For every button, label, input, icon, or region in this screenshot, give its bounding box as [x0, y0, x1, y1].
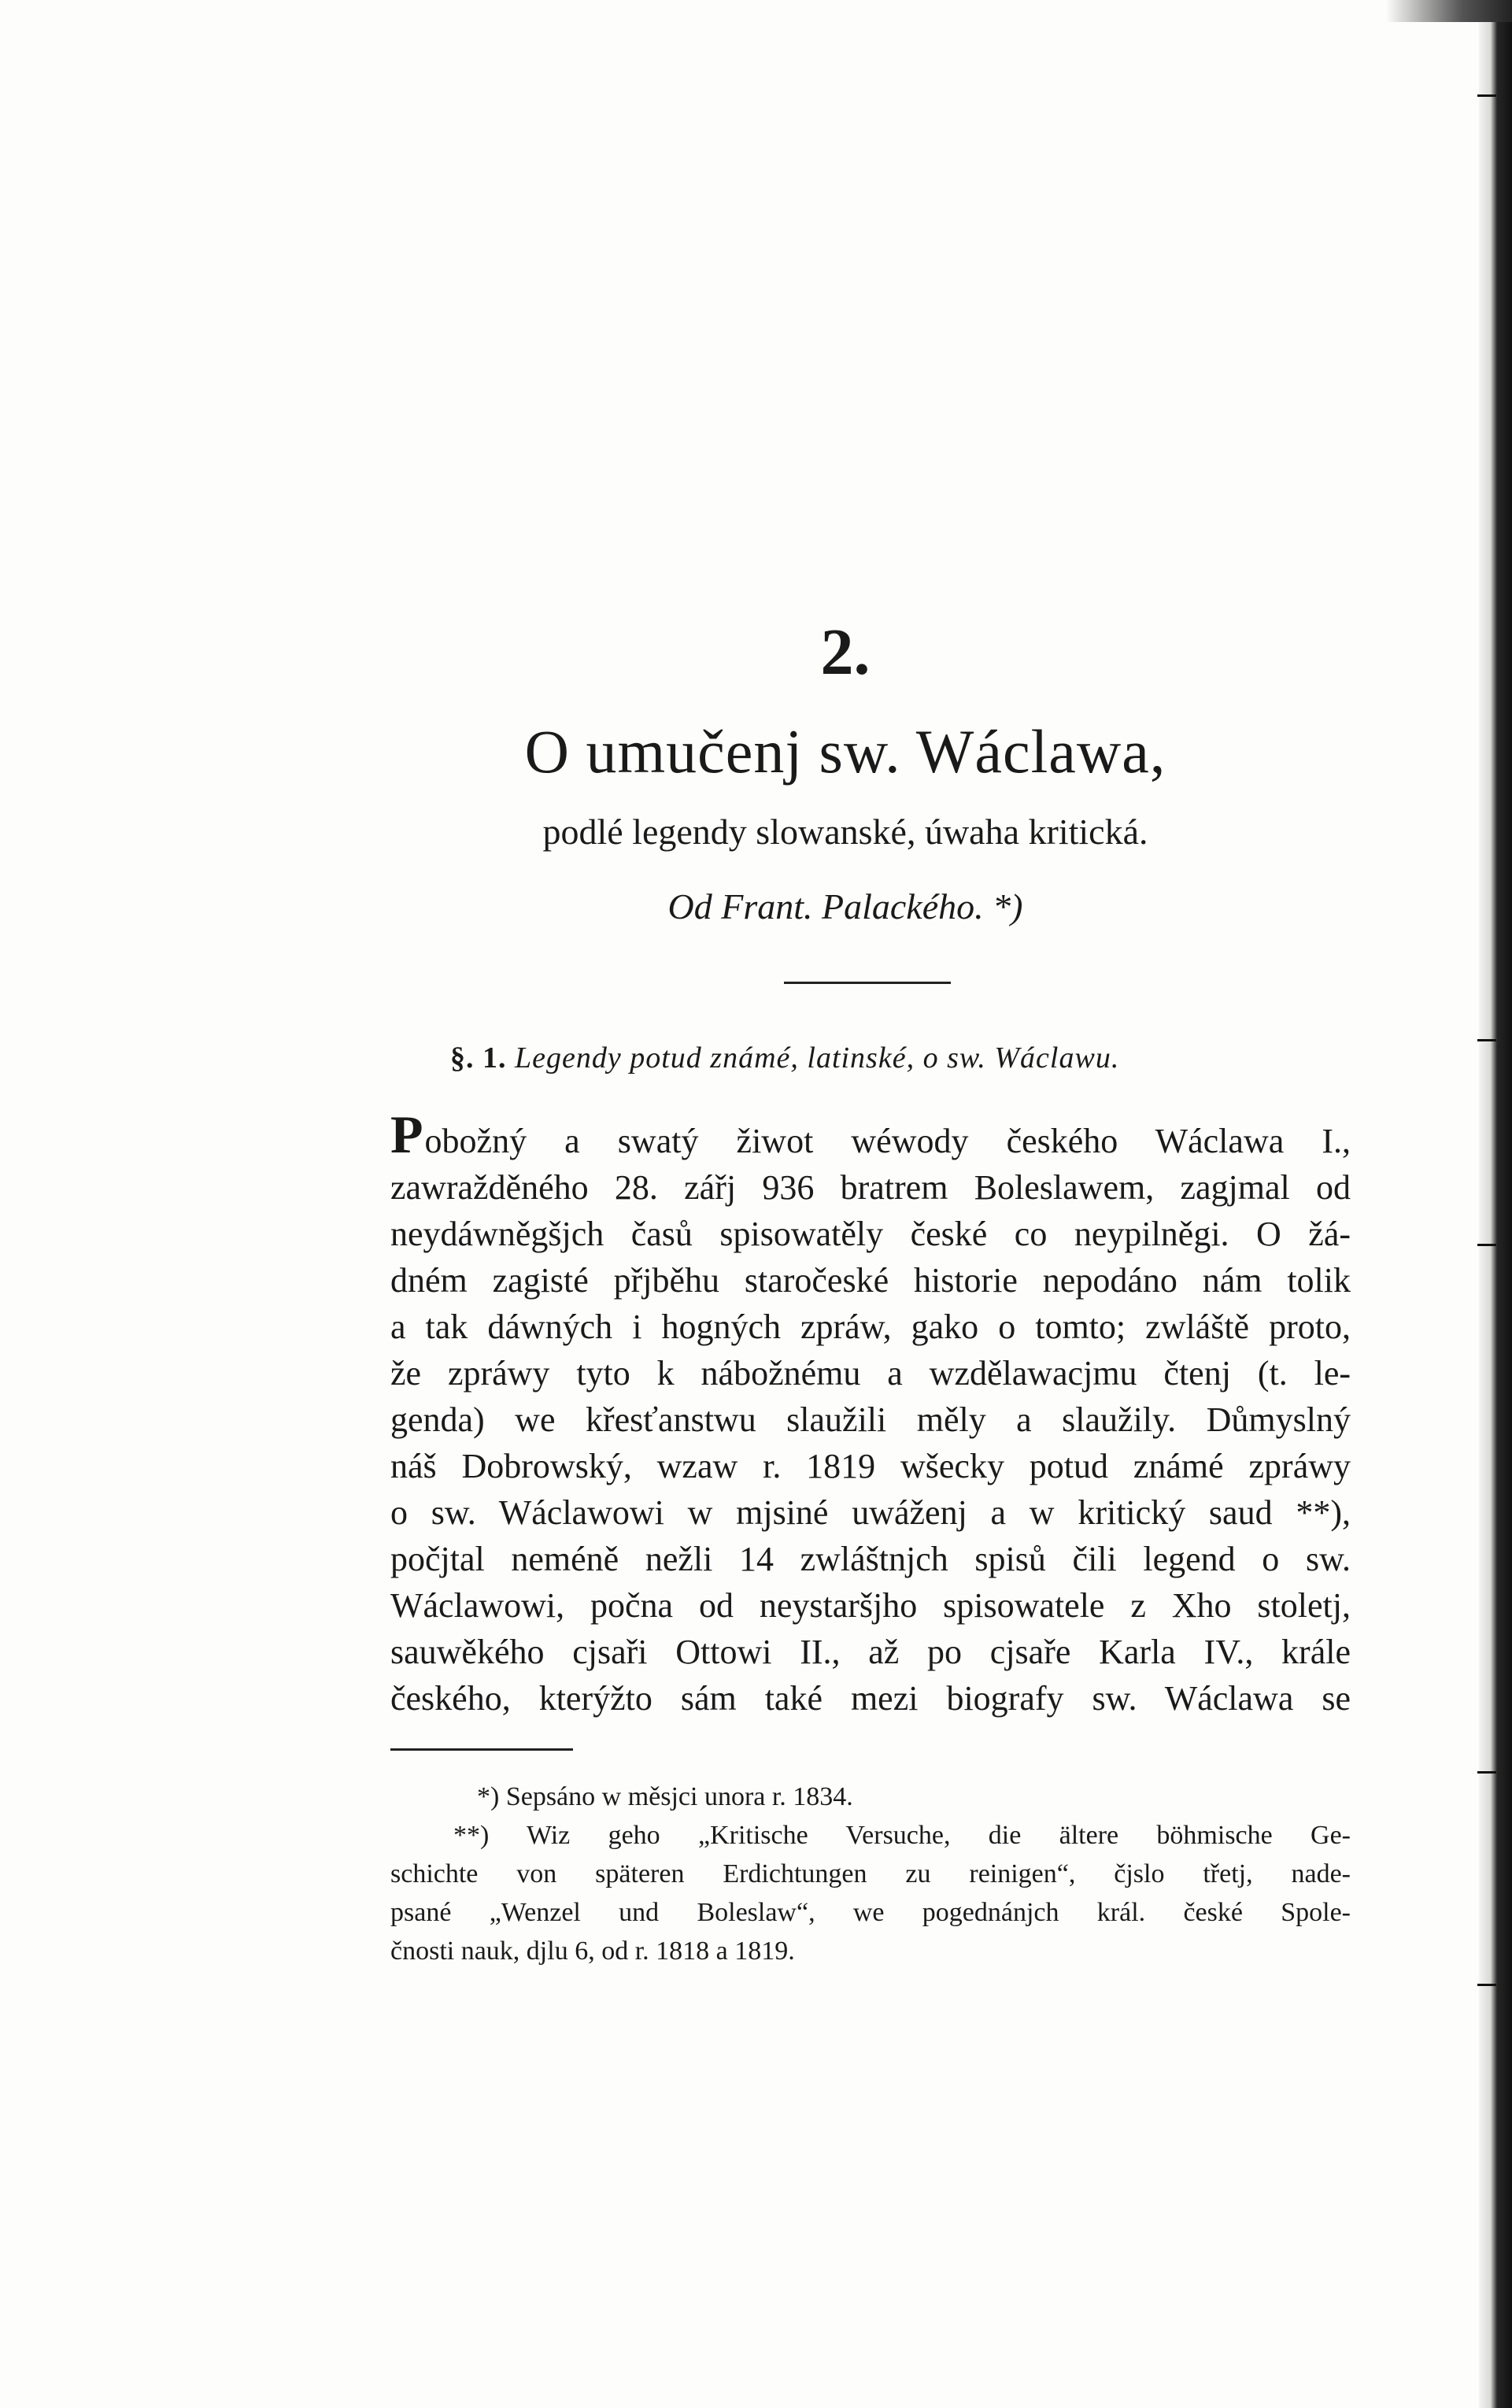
body-line: že zpráwy tyto k nábožnému a wzdělawacjmu čtenj (t. le- — [390, 1354, 1351, 1393]
edge-mark — [1477, 1244, 1496, 1246]
body-line: o sw. Wáclawowi w mjsiné uwáženj a w kritický saud **), — [390, 1493, 1351, 1532]
section-heading — [450, 1041, 1300, 1075]
body-paragraph — [390, 1104, 1351, 1722]
footnote-line: *) Sepsáno w měsjci unora r. 1834. — [477, 1782, 853, 1811]
body-line: Pobožný a swatý žiwot wéwody českého Wáclawa I., — [390, 1104, 1351, 1164]
body-line: dném zagisté přjběhu staročeské historie nepodáno nám tolik — [390, 1261, 1351, 1300]
drop-cap: P — [390, 1104, 425, 1164]
footnotes — [390, 1777, 1351, 1970]
footnote-line: psané „Wenzel und Boleslaw“, we pogednánjch král. české Spole- — [390, 1898, 1351, 1927]
footnote-line: **) Wiz geho „Kritische Versuche, die ältere böhmische Ge- — [453, 1821, 1351, 1850]
chapter-subtitle: podlé legendy slowanské, úwaha kritická. — [542, 812, 1148, 852]
chapter-title: O umučenj sw. Wáclawa, — [524, 717, 1166, 786]
body-line: počjtal neméně nežli 14 zwláštnjch spisů čili legend o sw. — [390, 1540, 1351, 1578]
edge-mark — [1477, 94, 1496, 97]
body-line: zawražděného 28. zářj 936 bratrem Boleslawem, zagjmal od — [390, 1168, 1351, 1207]
footnote-rule — [390, 1748, 573, 1751]
body-line: náš Dobrowský, wzaw r. 1819 wšecky potud známé zpráwy — [390, 1447, 1351, 1485]
footnote-line: schichte von späteren Erdichtungen zu reinigen“, čjslo třetj, nade- — [390, 1859, 1351, 1888]
body-line: Wáclawowi, počna od neystaršjho spisowatele z Xho stoletj, — [390, 1586, 1351, 1625]
body-line: neydáwněgšjch časů spisowatěly české co neypilněgi. O žá- — [390, 1215, 1351, 1253]
chapter-number: 2. — [820, 616, 871, 689]
chapter-author: Od Frant. Palackého. *) — [667, 886, 1023, 927]
body-line: a tak dáwných i hogných zpráw, gako o tomto; zwláště proto, — [390, 1308, 1351, 1346]
page-binding-edge — [1479, 0, 1512, 2408]
footnote-line: čnosti nauk, djlu 6, od r. 1818 a 1819. — [390, 1936, 795, 1966]
body-line: sauwěkého cjsaři Ottowi II., až po cjsaře Karla IV., krále — [390, 1633, 1351, 1671]
body-line: českého, kterýžto sám také mezi biografy sw. Wáclawa se — [390, 1679, 1351, 1718]
title-rule — [784, 982, 951, 984]
edge-mark — [1477, 1771, 1496, 1774]
section-number: §. 1. — [450, 1041, 507, 1075]
edge-mark — [1477, 1984, 1496, 1986]
edge-mark — [1477, 1039, 1496, 1041]
section-title: Legendy potud známé, latinské, o sw. Wáclawu. — [515, 1041, 1120, 1075]
body-line: genda) we křesťanstwu slaužili měly a slaužily. Důmyslný — [390, 1400, 1351, 1439]
scan-smudge — [1386, 0, 1512, 22]
